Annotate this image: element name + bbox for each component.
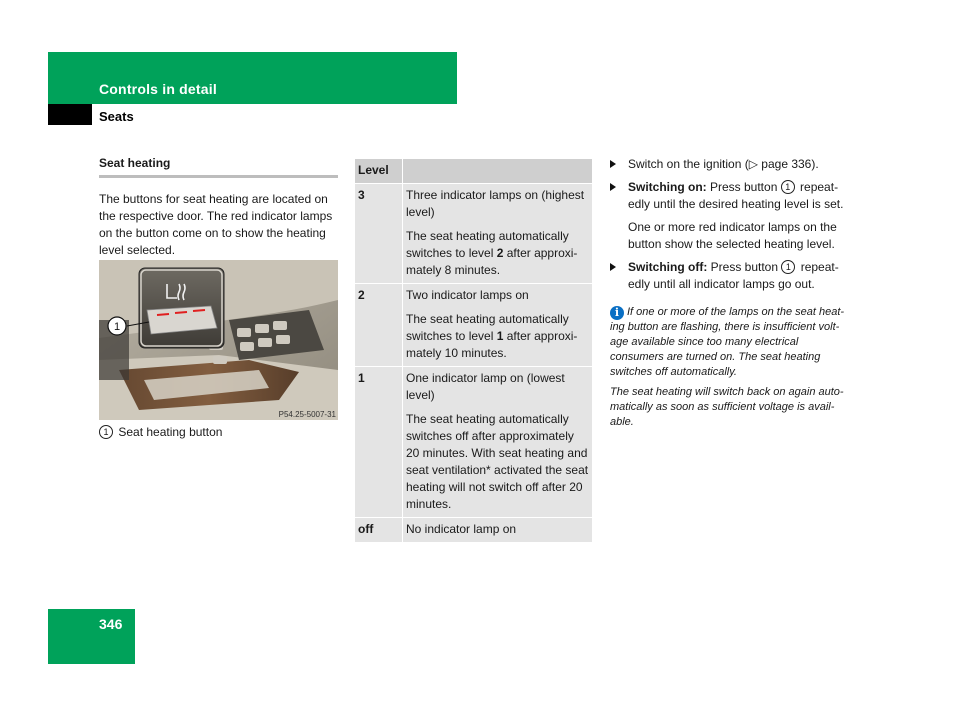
table-cell-text: Two indicator lamps on <box>406 288 529 302</box>
table-cell-text: Three indicator lamps on (highest level) <box>406 188 585 219</box>
table-cell-level: 2 <box>355 284 403 367</box>
door-panel-photo <box>99 260 338 420</box>
info-note <box>610 305 850 380</box>
table-cell-text: No indicator lamp on <box>406 522 517 536</box>
chapter-title: Controls in detail <box>99 81 217 97</box>
caption-number-circle: 1 <box>99 425 113 439</box>
right-column <box>610 156 850 430</box>
table-row <box>355 518 593 543</box>
table-cell-text <box>406 228 589 279</box>
instruction-step <box>610 179 850 213</box>
info-icon: i <box>610 306 624 320</box>
step-text: Switch on the ignition (▷ page 336). <box>628 157 819 171</box>
step-text: repeat-edly until the desired heating level is set. <box>628 180 844 211</box>
text-part: after approxi-mately 8 minutes. <box>406 246 578 277</box>
table-cell-text: The seat heating automatically switches off after approximately 20 minutes. With seat heating and seat ventilation* activated the seat heating will not switch off after 20 minutes. <box>406 412 589 511</box>
instruction-step <box>610 156 850 173</box>
table-cell-desc <box>403 184 593 284</box>
table-cell-desc <box>403 284 593 367</box>
table-header-desc <box>403 159 593 184</box>
table-cell-level: 3 <box>355 184 403 284</box>
intro-paragraph: The buttons for seat heating are located on the respective door. The red indicator lamps on the button come on to show the heating level selected. <box>99 192 333 257</box>
table-cell-text <box>406 311 589 362</box>
instruction-step <box>610 259 850 293</box>
step-label: Switching on: <box>628 180 707 194</box>
photo-callout-number: 1 <box>113 321 121 333</box>
text-bold-part: 1 <box>496 329 504 343</box>
step-result-text: One or more red indicator lamps on the button show the selected heating level. <box>628 220 837 251</box>
step-label: Switching off: <box>628 260 708 274</box>
table-cell-desc <box>403 518 593 543</box>
caption-text: Seat heating button <box>118 425 223 439</box>
left-column <box>99 156 338 259</box>
heating-level-table <box>354 158 593 543</box>
section-tab-marker <box>48 104 92 125</box>
table-row <box>355 184 593 284</box>
step-text: repeat-edly until all indicator lamps go out. <box>628 260 839 291</box>
info-note-text: If one or more of the lamps on the seat heat-ing button are flashing, there is insufficient volt-age available since too many electrical consumers are turned on. The seat heating switches off automatically. <box>610 306 845 378</box>
photo-caption <box>99 425 222 439</box>
button-number-circle: 1 <box>781 260 795 274</box>
bullet-triangle-icon <box>610 263 616 271</box>
table-cell-level: 1 <box>355 367 403 518</box>
button-number-circle: 1 <box>781 180 795 194</box>
table-cell-level: off <box>355 518 403 543</box>
step-text: Press button <box>706 180 781 194</box>
text-part: The seat heating automatically switches to level <box>406 229 569 260</box>
table-row <box>355 284 593 367</box>
table-cell-desc <box>403 367 593 518</box>
table-cell-text: One indicator lamp on (lowest level) <box>406 371 565 402</box>
text-part: The seat heating automatically switches to level <box>406 312 569 343</box>
section-heading: Seat heating <box>99 156 338 178</box>
step-text: Press button <box>707 260 782 274</box>
bullet-triangle-icon <box>610 160 616 168</box>
door-panel-illustration <box>99 260 338 420</box>
section-subtitle: Seats <box>99 109 134 124</box>
table-header-level: Level <box>355 159 403 184</box>
table-row <box>355 367 593 518</box>
info-note-continued: The seat heating will switch back on again auto-matically as soon as sufficient voltage is avail-able. <box>610 386 844 428</box>
text-part: after approxi-mately 10 minutes. <box>406 329 578 360</box>
page-number: 346 <box>99 616 123 632</box>
bullet-triangle-icon <box>610 183 616 191</box>
text-bold-part: 2 <box>496 246 504 260</box>
table-header-row <box>355 159 593 184</box>
photo-code: P54.25-5007-31 <box>278 410 336 419</box>
